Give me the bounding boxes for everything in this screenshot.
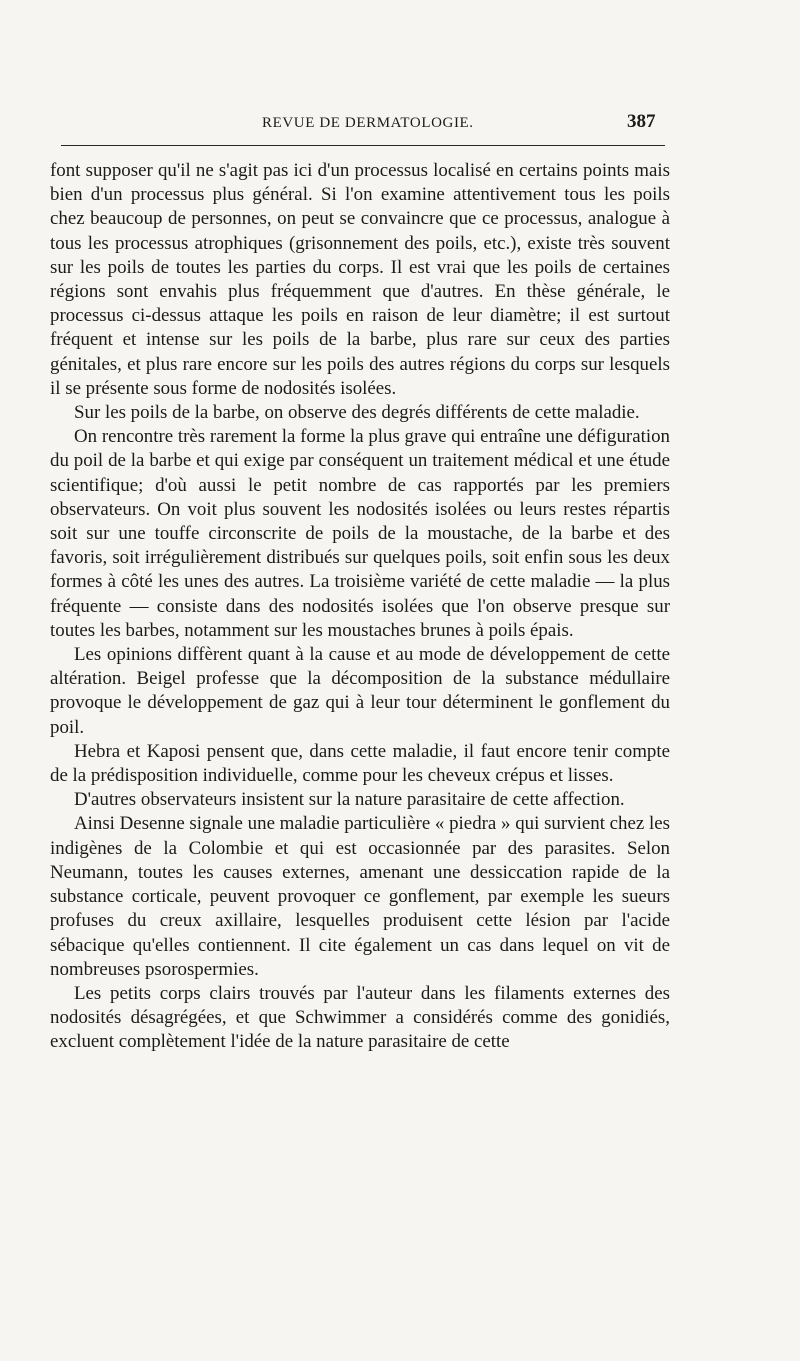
paragraph-1: font supposer qu'il ne s'agit pas ici d'un processus localisé en certains points mais bien d'un processus plus général. Si l'on examine attentivement tous les poils chez beaucoup de personnes, on peut se convaincre que ce processus, analogue à tous les processus atrophiques (grisonnement des poils, etc.), existe très souvent sur les poils de toutes les parties du corps. Il est vrai que les poils de certaines régions sont envahis plus fréquemment que d'autres. En thèse générale, le processus ci-dessus attaque les poils en raison de leur diamètre; il est surtout fréquent et intense sur les poils de la barbe, plus rare sur ceux des parties génitales, et plus rare encore sur les poils des autres régions du corps sur lesquels il se présente sous forme de nodosités isolées. — [50, 160, 670, 399]
header-rule — [61, 145, 665, 146]
paragraph-5: Hebra et Kaposi pensent que, dans cette maladie, il faut encore tenir compte de la prédisposition individuelle, comme pour les cheveux crépus et lisses. — [50, 740, 670, 787]
running-header-title: REVUE DE DERMATOLOGIE. — [262, 115, 474, 131]
body-text — [50, 159, 670, 1055]
page-number: 387 — [627, 111, 656, 132]
paragraph-2: Sur les poils de la barbe, on observe des degrés différents de cette maladie. — [74, 402, 640, 424]
paragraph-8: Les petits corps clairs trouvés par l'auteur dans les filaments externes des nodosités désagrégées, et que Schwimmer a considérés comme des gonidiés, excluent complètement l'idée de la nature parasitaire de cette — [50, 982, 670, 1053]
paragraph-7: Ainsi Desenne signale une maladie particulière « piedra » qui survient chez les indigènes de la Colombie et qui est occasionnée par des parasites. Selon Neumann, toutes les causes externes, amenant une dessiccation rapide de la substance corticale, peuvent provoquer ce gonflement, par exemple les sueurs profuses du creux axillaire, lesquelles produisent cette lésion par l'acide sébacique qu'elles contiennent. Il cite également un cas dans lequel on vit de nombreuses psorospermies. — [50, 813, 670, 980]
paragraph-4: Les opinions diffèrent quant à la cause et au mode de développement de cette altération. Beigel professe que la décomposition de la substance médullaire provoque le développement de gaz qui à leur tour déterminent le gonflement du poil. — [50, 644, 670, 738]
paragraph-3: On rencontre très rarement la forme la plus grave qui entraîne une défiguration du poil de la barbe et qui exige par conséquent un traitement médical et une étude scientifique; d'où aussi le petit nombre de cas rapportés par les premiers observateurs. On voit plus souvent les nodosités isolées ou leurs restes répartis soit sur une touffe circonscrite de poils de la moustache, de la barbe et des favoris, soit irrégulièrement distribués sur quelques poils, soit enfin sous les deux formes à côté les unes des autres. La troisième variété de cette maladie — la plus fréquente — consiste dans des nodosités isolées que l'on observe presque sur toutes les barbes, notamment sur les moustaches brunes à poils épais. — [50, 426, 670, 641]
paragraph-6: D'autres observateurs insistent sur la nature parasitaire de cette affection. — [74, 789, 625, 811]
